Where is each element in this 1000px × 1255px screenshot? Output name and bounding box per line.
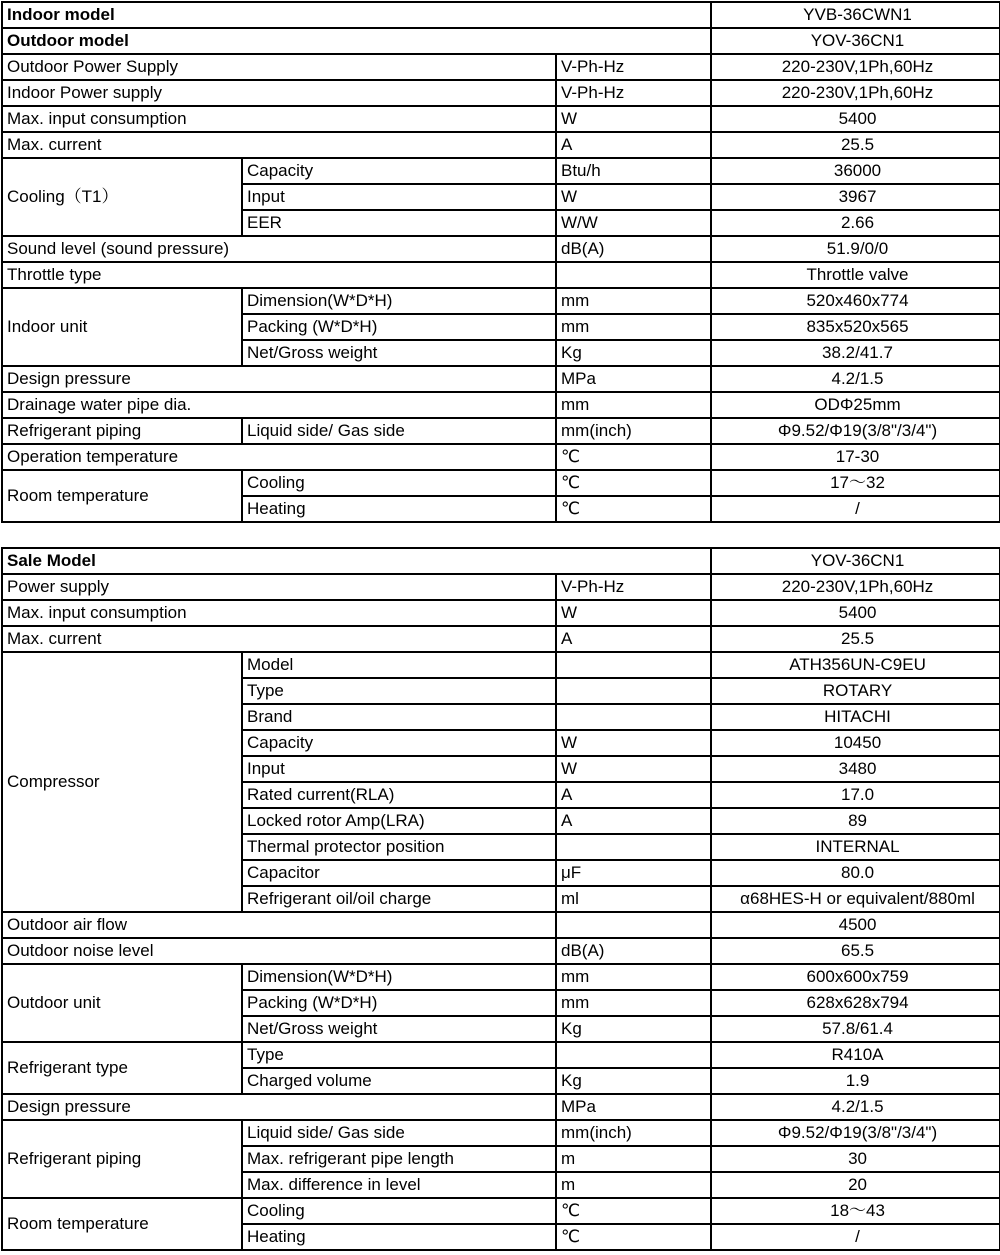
row-unit <box>556 1042 711 1068</box>
row-sublabel: Brand <box>242 704 556 730</box>
outdoor-model-value: YOV-36CN1 <box>711 28 1000 54</box>
table-row <box>2 626 1000 652</box>
row-unit <box>556 704 711 730</box>
row-unit: ℃ <box>556 496 711 522</box>
group-label: Refrigerant type <box>2 1042 242 1094</box>
group-label: Compressor <box>2 652 242 912</box>
row-label: Outdoor Power Supply <box>2 54 556 80</box>
row-label: Design pressure <box>2 1094 556 1120</box>
table-row <box>2 366 1000 392</box>
row-label: Throttle type <box>2 262 556 288</box>
row-label: Design pressure <box>2 366 556 392</box>
row-label: Indoor Power supply <box>2 80 556 106</box>
group-label: Refrigerant piping <box>2 1120 242 1198</box>
row-sublabel: Locked rotor Amp(LRA) <box>242 808 556 834</box>
row-value: 4500 <box>711 912 1000 938</box>
table-row <box>2 1042 1000 1068</box>
sale-model-label: Sale Model <box>2 548 711 574</box>
row-value: 10450 <box>711 730 1000 756</box>
row-value: ATH356UN-C9EU <box>711 652 1000 678</box>
table-row <box>2 288 1000 314</box>
table-row <box>2 106 1000 132</box>
row-sublabel: Packing (W*D*H) <box>242 990 556 1016</box>
row-sublabel: Model <box>242 652 556 678</box>
row-sublabel: Capacitor <box>242 860 556 886</box>
row-sublabel: Refrigerant oil/oil charge <box>242 886 556 912</box>
row-unit: mm <box>556 392 711 418</box>
table-row <box>2 964 1000 990</box>
row-sublabel: Heating <box>242 1224 556 1250</box>
row-value: 220-230V,1Ph,60Hz <box>711 54 1000 80</box>
row-unit: ℃ <box>556 1198 711 1224</box>
row-sublabel: Liquid side/ Gas side <box>242 1120 556 1146</box>
row-unit: A <box>556 782 711 808</box>
row-unit: A <box>556 626 711 652</box>
group-label: Cooling（T1） <box>2 158 242 236</box>
group-label: Room temperature <box>2 470 242 522</box>
row-unit: A <box>556 132 711 158</box>
table-row <box>2 418 1000 444</box>
row-sublabel: Dimension(W*D*H) <box>242 288 556 314</box>
row-value: 835x520x565 <box>711 314 1000 340</box>
row-unit: dB(A) <box>556 938 711 964</box>
group-label: Indoor unit <box>2 288 242 366</box>
table-row <box>2 132 1000 158</box>
outdoor-spec-table <box>1 547 1000 1251</box>
row-unit <box>556 678 711 704</box>
row-unit: V-Ph-Hz <box>556 574 711 600</box>
row-unit: mm <box>556 314 711 340</box>
row-value: 20 <box>711 1172 1000 1198</box>
row-value: 18～43 <box>711 1198 1000 1224</box>
row-unit: mm <box>556 288 711 314</box>
indoor-model-value: YVB-36CWN1 <box>711 2 1000 28</box>
row-value: 51.9/0/0 <box>711 236 1000 262</box>
row-unit: mm(inch) <box>556 418 711 444</box>
row-value: 36000 <box>711 158 1000 184</box>
row-unit: mm(inch) <box>556 1120 711 1146</box>
row-unit: MPa <box>556 366 711 392</box>
row-value: 25.5 <box>711 132 1000 158</box>
row-label: Outdoor noise level <box>2 938 556 964</box>
row-label: Operation temperature <box>2 444 556 470</box>
row-label: Max. input consumption <box>2 600 556 626</box>
row-value: INTERNAL <box>711 834 1000 860</box>
table-row <box>2 1094 1000 1120</box>
row-value: 4.2/1.5 <box>711 366 1000 392</box>
row-unit: W/W <box>556 210 711 236</box>
row-value: 17.0 <box>711 782 1000 808</box>
row-unit: Kg <box>556 340 711 366</box>
row-sublabel: Heating <box>242 496 556 522</box>
table-row <box>2 1120 1000 1146</box>
table-row <box>2 1198 1000 1224</box>
row-value: α68HES-H or equivalent/880ml <box>711 886 1000 912</box>
row-unit: mm <box>556 964 711 990</box>
row-label: Drainage water pipe dia. <box>2 392 556 418</box>
row-value: ODΦ25mm <box>711 392 1000 418</box>
table-row <box>2 158 1000 184</box>
row-label: Max. current <box>2 626 556 652</box>
row-sublabel: Thermal protector position <box>242 834 556 860</box>
row-sublabel: Type <box>242 678 556 704</box>
row-unit <box>556 652 711 678</box>
table-row <box>2 938 1000 964</box>
row-unit: μF <box>556 860 711 886</box>
row-sublabel: Net/Gross weight <box>242 340 556 366</box>
row-unit: Kg <box>556 1016 711 1042</box>
row-unit: mm <box>556 990 711 1016</box>
row-value: ROTARY <box>711 678 1000 704</box>
table-row <box>2 236 1000 262</box>
row-value: 17-30 <box>711 444 1000 470</box>
row-sublabel: Capacity <box>242 730 556 756</box>
table-row <box>2 574 1000 600</box>
row-sublabel: Packing (W*D*H) <box>242 314 556 340</box>
row-value: 3967 <box>711 184 1000 210</box>
row-unit: A <box>556 808 711 834</box>
row-value: 220-230V,1Ph,60Hz <box>711 80 1000 106</box>
row-value: 600x600x759 <box>711 964 1000 990</box>
row-sublabel: Type <box>242 1042 556 1068</box>
table-row <box>2 548 1000 574</box>
row-value: / <box>711 1224 1000 1250</box>
row-value: 220-230V,1Ph,60Hz <box>711 574 1000 600</box>
row-value: HITACHI <box>711 704 1000 730</box>
sale-model-value: YOV-36CN1 <box>711 548 1000 574</box>
table-row <box>2 444 1000 470</box>
indoor-model-label: Indoor model <box>2 2 711 28</box>
row-value: R410A <box>711 1042 1000 1068</box>
row-value: 65.5 <box>711 938 1000 964</box>
row-value: Φ9.52/Φ19(3/8"/3/4") <box>711 418 1000 444</box>
row-sublabel: EER <box>242 210 556 236</box>
table-row <box>2 28 1000 54</box>
row-label: Max. current <box>2 132 556 158</box>
outdoor-model-label: Outdoor model <box>2 28 711 54</box>
row-label: Sound level (sound pressure) <box>2 236 556 262</box>
row-value: 5400 <box>711 106 1000 132</box>
row-sublabel: Rated current(RLA) <box>242 782 556 808</box>
table-row <box>2 652 1000 678</box>
row-value: 5400 <box>711 600 1000 626</box>
row-unit: m <box>556 1172 711 1198</box>
group-label: Room temperature <box>2 1198 242 1250</box>
table-row <box>2 470 1000 496</box>
row-unit <box>556 262 711 288</box>
row-label: Outdoor air flow <box>2 912 556 938</box>
row-value: 80.0 <box>711 860 1000 886</box>
row-unit <box>556 834 711 860</box>
row-sublabel: Net/Gross weight <box>242 1016 556 1042</box>
row-sublabel: Liquid side/ Gas side <box>242 418 556 444</box>
row-unit: Btu/h <box>556 158 711 184</box>
row-sublabel: Charged volume <box>242 1068 556 1094</box>
row-unit: m <box>556 1146 711 1172</box>
row-unit: Kg <box>556 1068 711 1094</box>
row-value: Throttle valve <box>711 262 1000 288</box>
row-value: 3480 <box>711 756 1000 782</box>
row-unit <box>556 912 711 938</box>
row-unit: W <box>556 730 711 756</box>
row-value: 2.66 <box>711 210 1000 236</box>
indoor-spec-table <box>1 1 1000 523</box>
row-unit: W <box>556 756 711 782</box>
row-sublabel: Max. difference in level <box>242 1172 556 1198</box>
row-value: Φ9.52/Φ19(3/8"/3/4") <box>711 1120 1000 1146</box>
row-unit: W <box>556 106 711 132</box>
row-label: Refrigerant piping <box>2 418 242 444</box>
row-unit: W <box>556 600 711 626</box>
row-sublabel: Dimension(W*D*H) <box>242 964 556 990</box>
row-value: 57.8/61.4 <box>711 1016 1000 1042</box>
table-row <box>2 262 1000 288</box>
row-value: 4.2/1.5 <box>711 1094 1000 1120</box>
row-unit: W <box>556 184 711 210</box>
row-unit: ℃ <box>556 470 711 496</box>
table-row <box>2 600 1000 626</box>
row-sublabel: Input <box>242 756 556 782</box>
row-value: 628x628x794 <box>711 990 1000 1016</box>
row-unit: MPa <box>556 1094 711 1120</box>
row-unit: ℃ <box>556 1224 711 1250</box>
row-value: 25.5 <box>711 626 1000 652</box>
row-unit: V-Ph-Hz <box>556 80 711 106</box>
table-row <box>2 80 1000 106</box>
row-sublabel: Cooling <box>242 1198 556 1224</box>
row-sublabel: Max. refrigerant pipe length <box>242 1146 556 1172</box>
table-row <box>2 54 1000 80</box>
row-unit: ℃ <box>556 444 711 470</box>
row-unit: ml <box>556 886 711 912</box>
table-row <box>2 912 1000 938</box>
table-row <box>2 392 1000 418</box>
row-sublabel: Cooling <box>242 470 556 496</box>
row-unit: dB(A) <box>556 236 711 262</box>
table-row <box>2 2 1000 28</box>
row-value: 38.2/41.7 <box>711 340 1000 366</box>
row-value: 89 <box>711 808 1000 834</box>
row-label: Power supply <box>2 574 556 600</box>
row-unit: V-Ph-Hz <box>556 54 711 80</box>
row-value: 520x460x774 <box>711 288 1000 314</box>
row-value: 30 <box>711 1146 1000 1172</box>
group-label: Outdoor unit <box>2 964 242 1042</box>
row-sublabel: Capacity <box>242 158 556 184</box>
row-value: / <box>711 496 1000 522</box>
row-value: 17～32 <box>711 470 1000 496</box>
row-label: Max. input consumption <box>2 106 556 132</box>
row-sublabel: Input <box>242 184 556 210</box>
row-value: 1.9 <box>711 1068 1000 1094</box>
